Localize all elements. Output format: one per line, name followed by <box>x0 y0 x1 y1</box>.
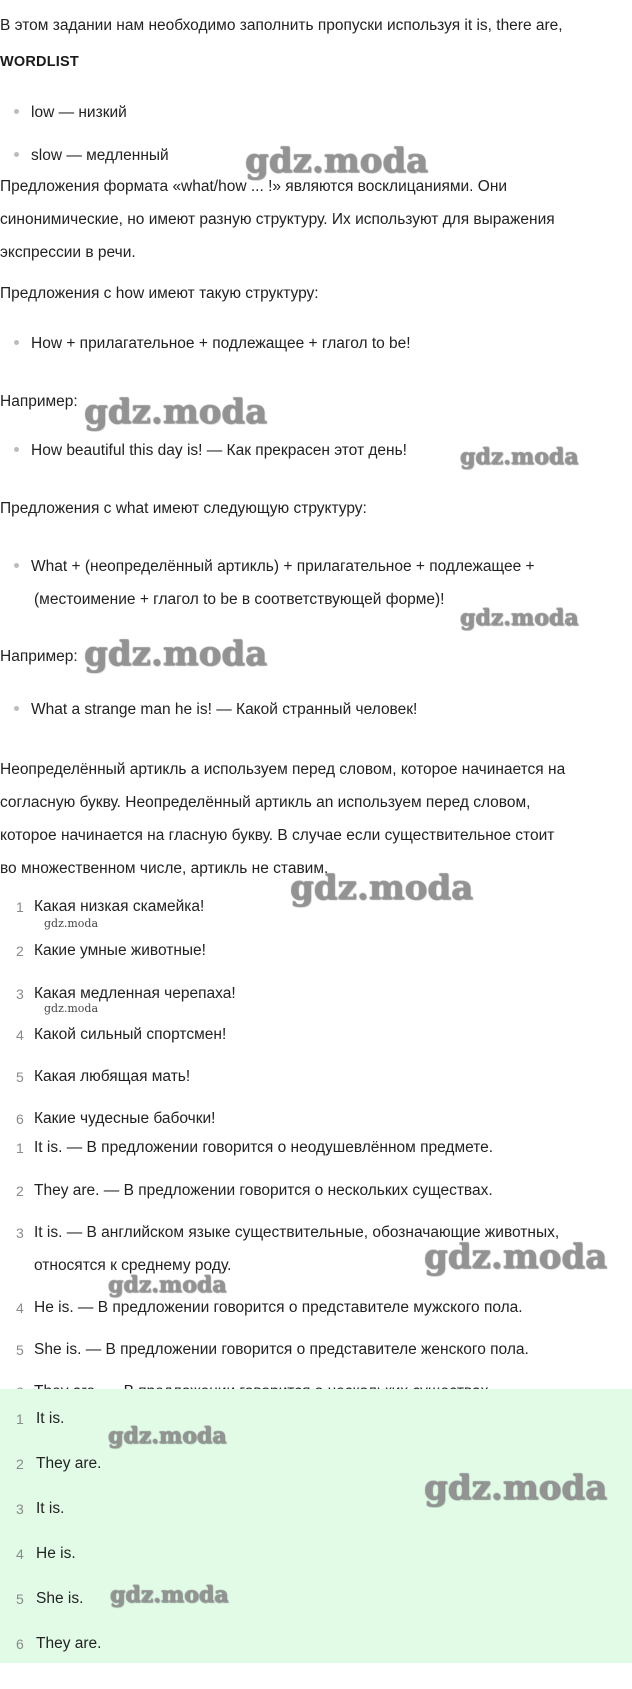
list-item: They are. — В предложении говорится о нескольких существах. <box>34 1182 493 1199</box>
list-item: It is. — В английском языке существительные, обозначающие животных, <box>34 1224 560 1241</box>
watermark: gdz.moda <box>44 1002 99 1015</box>
list-number: 1 <box>16 1140 24 1156</box>
answer-number: 4 <box>16 1546 24 1562</box>
how-rule-text: How + прилагательное + подлежащее + глагол to be! <box>31 335 411 352</box>
bullet-dot <box>14 340 19 345</box>
list-item: She is. — В предложении говорится о представителе женского пола. <box>34 1341 529 1358</box>
bullet-dot <box>14 563 19 568</box>
watermark: gdz.moda <box>460 605 579 631</box>
intro-text: В этом задании нам необходимо заполнить пропуски используя it is, there are, <box>0 17 563 34</box>
what-example <box>14 700 417 720</box>
bullet-dot <box>14 447 19 452</box>
answer-number: 5 <box>16 1591 24 1607</box>
bullet-dot <box>14 152 19 157</box>
bullet-dot <box>14 706 19 711</box>
watermark: gdz.moda <box>108 1272 227 1298</box>
how-rule <box>14 334 411 354</box>
paragraph-line: во множественном числе, артикль не ставим. <box>0 860 329 877</box>
watermark: gdz.moda <box>290 868 474 908</box>
watermark: gdz.moda <box>460 444 579 470</box>
list-item: Какая любящая мать! <box>34 1068 191 1085</box>
example-label: Например: <box>0 393 78 410</box>
answer-item: They are. <box>36 1455 102 1472</box>
paragraph-line: согласную букву. Неопределённый артикль an используем перед словом, <box>0 794 531 811</box>
paragraph-line: экспрессии в речи. <box>0 244 136 261</box>
answer-item: It is. <box>36 1410 65 1427</box>
watermark: gdz.moda <box>44 917 99 930</box>
answer-number: 2 <box>16 1456 24 1472</box>
paragraph-line: которое начинается на гласную букву. В случае если существительное стоит <box>0 827 555 844</box>
watermark: gdz.moda <box>110 1582 229 1608</box>
list-number: 5 <box>16 1069 24 1085</box>
answer-item: It is. <box>36 1500 65 1517</box>
answer-item: They are. <box>36 1635 102 1652</box>
list-item: He is. — В предложении говорится о представителе мужского пола. <box>34 1299 523 1316</box>
list-item: Какой сильный спортсмен! <box>34 1026 227 1043</box>
list-item-continued: относятся к среднему роду. <box>34 1257 232 1274</box>
what-rule-line-2: (местоимение + глагол to be в соответствующей форме)! <box>34 591 445 608</box>
watermark: gdz.moda <box>245 141 429 181</box>
how-intro: Предложения с how имеют такую структуру: <box>0 285 319 302</box>
list-number: 4 <box>16 1027 24 1043</box>
wordlist-item <box>14 103 127 123</box>
bullet-dot <box>14 109 19 114</box>
example-label: Например: <box>0 648 78 665</box>
paragraph-line: синонимические, но имеют разную структуру. Их используют для выражения <box>0 211 555 228</box>
how-example-text: How beautiful this day is! — Как прекрасен этот день! <box>31 442 407 459</box>
watermark: gdz.moda <box>84 634 268 674</box>
what-rule-text: What + (неопределённый артикль) + прилагательное + подлежащее + <box>31 558 535 575</box>
wordlist-title: WORDLIST <box>0 54 79 70</box>
watermark: gdz.moda <box>424 1468 608 1508</box>
answers-block <box>0 1389 632 1663</box>
paragraph-line: Предложения формата «what/how ... !» являются восклицаниями. Они <box>0 178 508 195</box>
list-item: It is. — В предложении говорится о неодушевлённом предмете. <box>34 1139 494 1156</box>
wordlist-item <box>14 146 169 166</box>
answer-item: He is. <box>36 1545 76 1562</box>
answer-number: 3 <box>16 1501 24 1517</box>
list-item: Какая медленная черепаха! <box>34 985 236 1002</box>
list-item: Какие умные животные! <box>34 942 206 959</box>
list-item: Какая низкая скамейка! <box>34 898 205 915</box>
list-number: 5 <box>16 1342 24 1358</box>
list-number: 1 <box>16 899 24 915</box>
list-number: 6 <box>16 1111 24 1127</box>
what-example-text: What a strange man he is! — Какой странный человек! <box>31 701 418 718</box>
what-rule <box>14 557 535 577</box>
wordlist-item-text: slow — медленный <box>31 147 169 164</box>
how-example <box>14 441 407 461</box>
paragraph-line: Неопределённый артикль a используем перед словом, которое начинается на <box>0 761 566 778</box>
answer-number: 6 <box>16 1636 24 1652</box>
watermark: gdz.moda <box>84 392 268 432</box>
answer-item: She is. <box>36 1590 84 1607</box>
what-intro: Предложения с what имеют следующую структуру: <box>0 500 367 517</box>
list-number: 3 <box>16 1225 24 1241</box>
wordlist-item-text: low — низкий <box>31 104 127 121</box>
list-number: 2 <box>16 943 24 959</box>
list-number: 2 <box>16 1183 24 1199</box>
list-number: 3 <box>16 986 24 1002</box>
list-item: Какие чудесные бабочки! <box>34 1110 216 1127</box>
watermark: gdz.moda <box>108 1423 227 1449</box>
answer-number: 1 <box>16 1411 24 1427</box>
watermark: gdz.moda <box>424 1237 608 1277</box>
list-number: 4 <box>16 1300 24 1316</box>
